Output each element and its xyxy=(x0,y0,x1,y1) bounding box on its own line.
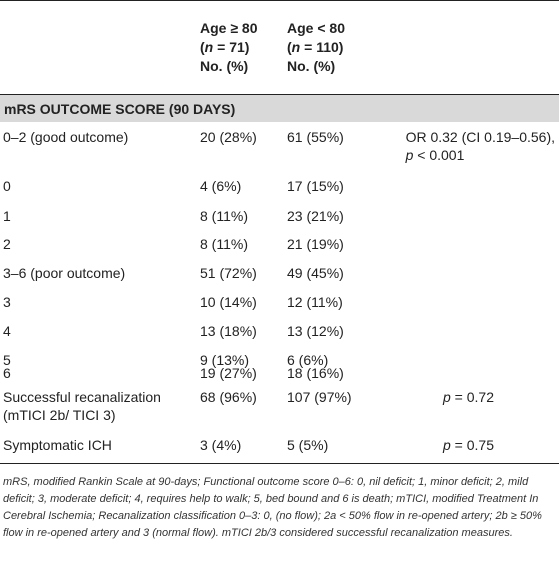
top-rule xyxy=(0,0,559,1)
header-age-lt80-line1: Age < 80 xyxy=(287,20,345,36)
header-age-ge80-line3: No. (%) xyxy=(200,58,249,74)
row-age-ge80: 4 (6%) xyxy=(200,178,242,194)
row-age-lt80: 49 (45%) xyxy=(287,265,344,281)
row-label: 5 xyxy=(3,352,11,368)
row-label: 3–6 (poor outcome) xyxy=(3,265,126,281)
row-age-lt80: 18 (16%) xyxy=(287,365,344,381)
row-label: 3 xyxy=(3,294,11,310)
row-label: 6 xyxy=(3,365,11,381)
section-title: mRS OUTCOME SCORE (90 DAYS) xyxy=(4,101,236,117)
row-age-ge80: 10 (14%) xyxy=(200,294,257,310)
row-age-lt80: 107 (97%) xyxy=(287,389,352,405)
row-age-ge80: 8 (11%) xyxy=(200,236,248,252)
row-age-ge80: 9 (13%) xyxy=(200,352,250,368)
table-footnote: mRS, modified Rankin Scale at 90-days; Functional outcome score 0–6: 0, nil deficit; 1, minor deficit; 2, mild deficit; 3, moderate deficit; 4, requires help to walk; 5, bed bound and 6 is death; mTICI, modified Treatment In Cerebral Ischemia; Recanalization classification 0–3: 0, (no flow); 2a < 50% flow in re-opened artery; 2b ≥ 50% flow in re-opened artery and 3 (normal flow). mTICI 2b/3 considered successful recanalization measures. xyxy=(3,476,542,539)
row-label: Symptomatic ICH xyxy=(3,437,112,453)
header-age-ge80 xyxy=(200,19,257,76)
header-age-ge80-n: (n = 71) xyxy=(200,39,250,55)
row-age-lt80: 13 (12%) xyxy=(287,323,344,339)
row-label: 1 xyxy=(3,208,11,224)
header-age-lt80 xyxy=(287,19,345,76)
row-label-line2: (mTICI 2b/ TICI 3) xyxy=(3,407,116,423)
header-age-lt80-line3: No. (%) xyxy=(287,58,336,74)
row-label: 0–2 (good outcome) xyxy=(3,129,129,145)
row-label: 2 xyxy=(3,236,11,252)
row-stat-line2: p < 0.001 xyxy=(405,147,465,163)
row-age-ge80: 51 (72%) xyxy=(200,265,257,281)
header-age-lt80-n: (n = 110) xyxy=(287,39,344,55)
row-age-ge80: 13 (18%) xyxy=(200,323,257,339)
row-stat xyxy=(406,128,555,164)
row-age-lt80: 12 (11%) xyxy=(287,294,343,310)
row-age-lt80: 61 (55%) xyxy=(287,129,344,145)
row-age-ge80: 3 (4%) xyxy=(200,437,242,453)
header-age-ge80-line1: Age ≥ 80 xyxy=(200,20,258,36)
row-age-lt80: 23 (21%) xyxy=(287,208,344,224)
row-age-lt80: 17 (15%) xyxy=(287,178,344,194)
row-age-lt80: 21 (19%) xyxy=(287,236,344,252)
row-age-ge80: 20 (28%) xyxy=(200,129,257,145)
row-label xyxy=(3,388,161,424)
row-age-ge80: 68 (96%) xyxy=(200,389,257,405)
row-age-lt80: 6 (6%) xyxy=(287,352,329,368)
row-label: 0 xyxy=(3,178,11,194)
row-label-line1: Successful recanalization xyxy=(3,389,161,405)
row-stat: p = 0.72 xyxy=(443,389,494,405)
row-stat: p = 0.75 xyxy=(443,437,494,453)
row-stat-line1: OR 0.32 (CI 0.19–0.56), xyxy=(405,129,555,145)
bottom-rule xyxy=(0,463,559,464)
row-label: 4 xyxy=(3,323,11,339)
row-age-ge80: 8 (11%) xyxy=(200,208,248,224)
row-age-lt80: 5 (5%) xyxy=(287,437,329,453)
row-age-ge80: 19 (27%) xyxy=(200,365,257,381)
